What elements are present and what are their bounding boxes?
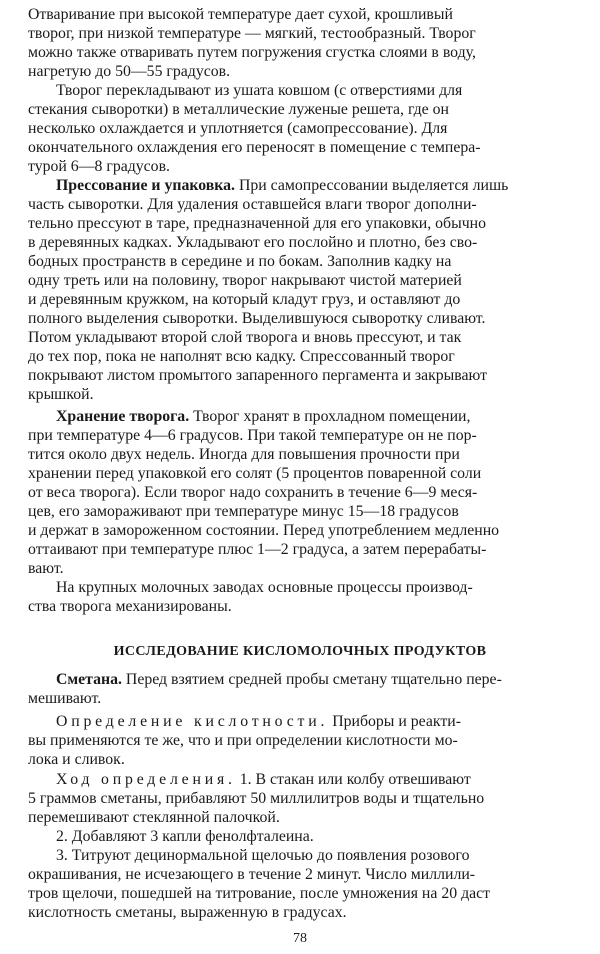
text-line <box>0 578 600 597</box>
text-line <box>0 789 600 808</box>
text-run: 5 граммов сметаны, прибавляют 50 миллилитров воды и тщательно <box>28 790 485 807</box>
text-line <box>0 271 600 290</box>
text-line <box>0 770 600 789</box>
spaced-heading: Ход определения. <box>56 771 236 788</box>
text-run: часть сыворотки. Для удаления оставшейся влаги творог дополни- <box>28 196 477 213</box>
text-run: хранении перед упаковкой его солят (5 процентов поваренной соли <box>28 465 482 482</box>
text-line <box>0 5 600 24</box>
text-run: в деревянных кадках. Укладывают его послойно и плотно, без сво- <box>28 234 478 251</box>
text-run: вают. <box>28 560 64 577</box>
text-line <box>0 233 600 252</box>
text-run: 2. Добавляют 3 капли фенолфталеина. <box>56 828 314 845</box>
text-line <box>0 464 600 483</box>
text-run: до тех пор, пока не наполнят всю кадку. Спрессованный творог <box>28 348 455 365</box>
text-line <box>0 119 600 138</box>
text-line <box>0 808 600 827</box>
text-line <box>0 43 600 62</box>
text-run: 1. В стакан или колбу отвешивают <box>235 771 471 788</box>
text-run: и деревянным кружком, на который кладут груз, и оставляют до <box>28 291 461 308</box>
text-line <box>0 750 600 769</box>
text-run: и держат в замороженном состоянии. Перед употреблением медленно <box>28 522 500 539</box>
text-run: творог, при низкой температуре — мягкий, тестообразный. Творог <box>28 25 476 42</box>
text-line <box>0 62 600 81</box>
section-heading: ИССЛЕДОВАНИЕ КИСЛОМОЛОЧНЫХ ПРОДУКТОВ <box>113 644 487 659</box>
text-run: Творог перекладывают из ушата ковшом (с отверстиями для <box>56 82 463 99</box>
text-run: лока и сливок. <box>28 751 125 768</box>
text-line <box>0 559 600 578</box>
text-line <box>0 846 600 865</box>
text-run: перемешивают стеклянной палочкой. <box>28 809 280 826</box>
text-run: окончательного охлаждения его переносят в помещение с темпера- <box>28 139 481 156</box>
text-run: вы применяются те же, что и при определении кислотности мо- <box>28 732 458 749</box>
text-line <box>0 347 600 366</box>
text-line <box>0 689 600 708</box>
text-run: покрывают листом промытого запаренного пергамента и закрывают <box>28 367 488 384</box>
text-line <box>0 366 600 385</box>
text-run: кислотность сметаны, выраженную в градусах. <box>28 904 347 921</box>
text-run: Приборы и реакти- <box>328 713 461 730</box>
text-run: оттаивают при температуре плюс 1—2 градуса, а затем перерабаты- <box>28 541 487 558</box>
text-line <box>0 176 600 195</box>
text-line <box>0 328 600 347</box>
text-run: мешивают. <box>28 690 102 707</box>
text-line <box>0 309 600 328</box>
text-line <box>0 407 600 426</box>
text-line <box>0 827 600 846</box>
text-run: при температуре 4—6 градусов. При такой температуре он не пор- <box>28 427 477 444</box>
text-line <box>0 502 600 521</box>
text-line <box>0 903 600 922</box>
text-run: Отваривание при высокой температуре дает сухой, крошливый <box>28 6 453 23</box>
run-in-heading: Хранение творога. <box>56 408 190 425</box>
text-run: окрашивания, не исчезающего в течение 2 минут. Число миллили- <box>28 866 476 883</box>
text-run: На крупных молочных заводах основные процессы производ- <box>56 579 473 596</box>
text-run: одну треть или на половину, творог накрывают чистой материей <box>28 272 462 289</box>
text-run: ства творога механизированы. <box>28 598 232 615</box>
text-run: бодных пространств в середине и по бокам. Заполнив кадку на <box>28 253 452 270</box>
spaced-heading: Определение кислотности. <box>56 713 329 730</box>
text-line <box>0 521 600 540</box>
text-run: крышкой. <box>28 386 94 403</box>
text-line <box>0 24 600 43</box>
text-line <box>0 445 600 464</box>
text-line <box>0 252 600 271</box>
text-line <box>0 385 600 404</box>
text-run: нагретую до 50—55 градусов. <box>28 63 231 80</box>
text-line <box>0 597 600 616</box>
text-line <box>0 157 600 176</box>
text-run: 3. Титруют децинормальной щелочью до появления розового <box>56 847 470 864</box>
text-line <box>0 540 600 559</box>
text-run: При самопрессовании выделяется лишь <box>235 177 509 194</box>
text-run: Потом укладывают второй слой творога и вновь прессуют, и так <box>28 329 462 346</box>
text-run: Перед взятием средней пробы сметану тщательно пере- <box>121 671 502 688</box>
text-line <box>0 81 600 100</box>
text-line <box>0 195 600 214</box>
text-line <box>0 884 600 903</box>
text-line <box>0 290 600 309</box>
text-run: несколько охлаждается и уплотняется (самопрессование). Для <box>28 120 448 137</box>
run-in-heading: Сметана. <box>56 671 122 688</box>
text-line <box>0 731 600 750</box>
text-run: можно также отваривать путем погружения сгустка слоями в воду, <box>28 44 476 61</box>
text-run: стекания сыворотки) в металлические луженые решета, где он <box>28 101 449 118</box>
text-line <box>0 483 600 502</box>
text-run: от веса творога). Если творог надо сохранить в течение 6—9 меся- <box>28 484 478 501</box>
text-line <box>0 865 600 884</box>
text-line <box>0 712 600 731</box>
text-run: цев, его замораживают при температуре минус 15—18 градусов <box>28 503 459 520</box>
page-number: 78 <box>293 931 307 946</box>
text-line <box>0 138 600 157</box>
text-run: турой 6—8 градусов. <box>28 158 170 175</box>
text-run: тится около двух недель. Иногда для повышения прочности при <box>28 446 460 463</box>
text-run: полного выделения сыворотки. Выделившуюся сыворотку сливают. <box>28 310 486 327</box>
run-in-heading: Прессование и упаковка. <box>56 177 235 194</box>
text-line <box>0 670 600 689</box>
text-line <box>0 100 600 119</box>
text-line <box>0 426 600 445</box>
text-run: Творог хранят в прохладном помещении, <box>189 408 471 425</box>
text-run: тров щелочи, пошедшей на титрование, после умножения на 20 даст <box>28 885 491 902</box>
text-line <box>0 214 600 233</box>
text-run: тельно прессуют в таре, предназначенной для его упаковки, обычно <box>28 215 486 232</box>
